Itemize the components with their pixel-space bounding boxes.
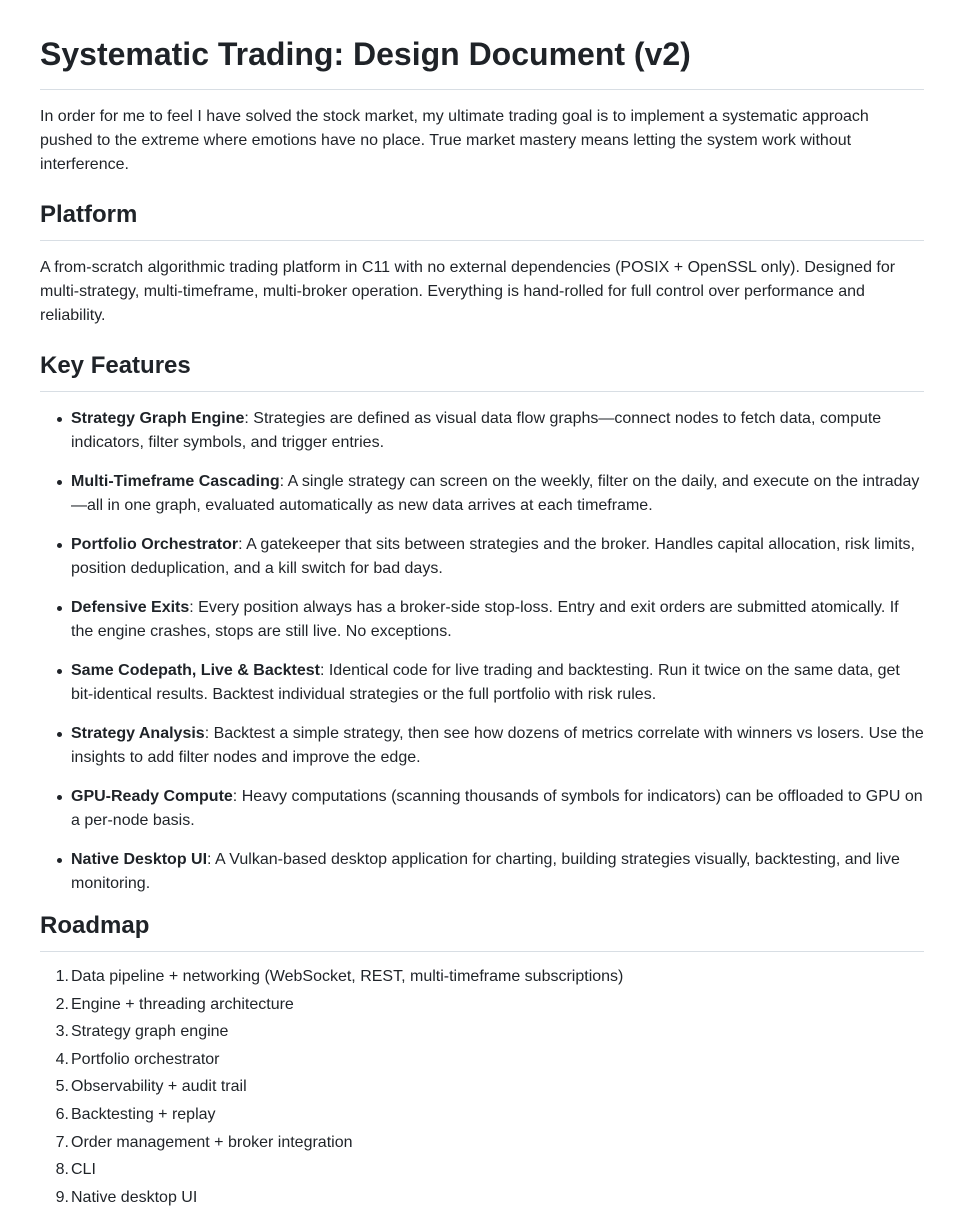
feature-name: Multi-Timeframe Cascading — [71, 473, 280, 490]
feature-item — [71, 407, 924, 455]
roadmap-number: 9. — [55, 1188, 69, 1206]
roadmap-text: Observability + audit trail — [71, 1078, 247, 1096]
feature-name: GPU-Ready Compute — [71, 788, 233, 805]
roadmap-text: Backtesting + replay — [71, 1105, 216, 1123]
feature-name: Strategy Analysis — [71, 725, 205, 742]
roadmap-heading: Roadmap — [40, 911, 924, 952]
feature-description: : Heavy computations (scanning thousands of symbols for indicators) can be offloaded to GPU on a per-node basis. — [71, 788, 923, 829]
roadmap-item — [55, 1133, 924, 1153]
feature-name: Same Codepath, Live & Backtest — [71, 662, 320, 679]
feature-item — [71, 848, 924, 896]
roadmap-item — [55, 1077, 924, 1097]
roadmap-number: 7. — [55, 1133, 69, 1151]
roadmap-number: 4. — [55, 1050, 69, 1068]
roadmap-number: 8. — [55, 1161, 69, 1179]
platform-heading: Platform — [40, 200, 924, 241]
feature-name: Strategy Graph Engine — [71, 410, 245, 427]
roadmap-text: Strategy graph engine — [71, 1023, 229, 1041]
platform-paragraph: A from-scratch algorithmic trading platform in C11 with no external dependencies (POSIX + OpenSSL only). Designed for multi-strategy, multi-timeframe, multi-broker operation. Everything is hand-rolled for full control over performance and reliability. — [40, 259, 896, 324]
feature-name: Portfolio Orchestrator — [71, 536, 239, 553]
feature-description: : Identical code for live trading and backtesting. Run it twice on the same data, get bit-identical results. Backtest individual strategies or the full portfolio with risk rules. — [71, 662, 900, 703]
roadmap-list — [40, 967, 924, 1208]
feature-item — [71, 722, 924, 770]
roadmap-number: 3. — [55, 1023, 69, 1041]
roadmap-text: Order management + broker integration — [71, 1133, 353, 1151]
roadmap-item — [55, 1022, 924, 1042]
feature-description: : Every position always has a broker-side stop-loss. Entry and exit orders are submitted atomically. If the engine crashes, stops are still live. No exceptions. — [71, 599, 899, 640]
feature-description: : Backtest a simple strategy, then see how dozens of metrics correlate with winners vs losers. Use the insights to add filter nodes and improve the edge. — [71, 725, 924, 766]
feature-description: : A Vulkan-based desktop application for charting, building strategies visually, backtesting, and live monitoring. — [71, 851, 900, 892]
roadmap-text: Native desktop UI — [71, 1188, 198, 1206]
roadmap-item — [55, 1160, 924, 1180]
feature-item — [71, 470, 924, 518]
feature-item — [71, 596, 924, 644]
roadmap-number: 1. — [55, 968, 69, 985]
feature-item — [71, 533, 924, 581]
feature-item — [71, 659, 924, 707]
features-list — [40, 407, 924, 896]
roadmap-text: CLI — [71, 1161, 96, 1179]
roadmap-text: Engine + threading architecture — [71, 995, 294, 1013]
feature-item — [71, 785, 924, 833]
intro-paragraph: In order for me to feel I have solved the stock market, my ultimate trading goal is to implement a systematic approach pushed to the extreme where emotions have no place. True market mastery means letting the system work without interference. — [40, 108, 869, 173]
roadmap-text: Portfolio orchestrator — [71, 1050, 220, 1068]
page-title: Systematic Trading: Design Document (v2) — [40, 0, 924, 90]
roadmap-item — [55, 1188, 924, 1208]
roadmap-item — [55, 967, 924, 987]
roadmap-item — [55, 1050, 924, 1070]
roadmap-number: 6. — [55, 1105, 69, 1123]
roadmap-item — [55, 995, 924, 1015]
feature-name: Native Desktop UI — [71, 851, 208, 868]
roadmap-text: Data pipeline + networking (WebSocket, REST, multi-timeframe subscriptions) — [71, 968, 624, 985]
key-features-heading: Key Features — [40, 351, 924, 392]
roadmap-number: 5. — [55, 1078, 69, 1096]
roadmap-item — [55, 1105, 924, 1125]
feature-name: Defensive Exits — [71, 599, 190, 616]
feature-description: : A single strategy can screen on the weekly, filter on the daily, and execute on the intraday—all in one graph, evaluated automatically as new data arrives at each timeframe. — [71, 473, 920, 514]
feature-description: : Strategies are defined as visual data flow graphs—connect nodes to fetch data, compute indicators, filter symbols, and trigger entries. — [71, 410, 882, 451]
roadmap-number: 2. — [55, 995, 69, 1013]
feature-description: : A gatekeeper that sits between strategies and the broker. Handles capital allocation, risk limits, position deduplication, and a kill switch for bad days. — [71, 536, 915, 577]
